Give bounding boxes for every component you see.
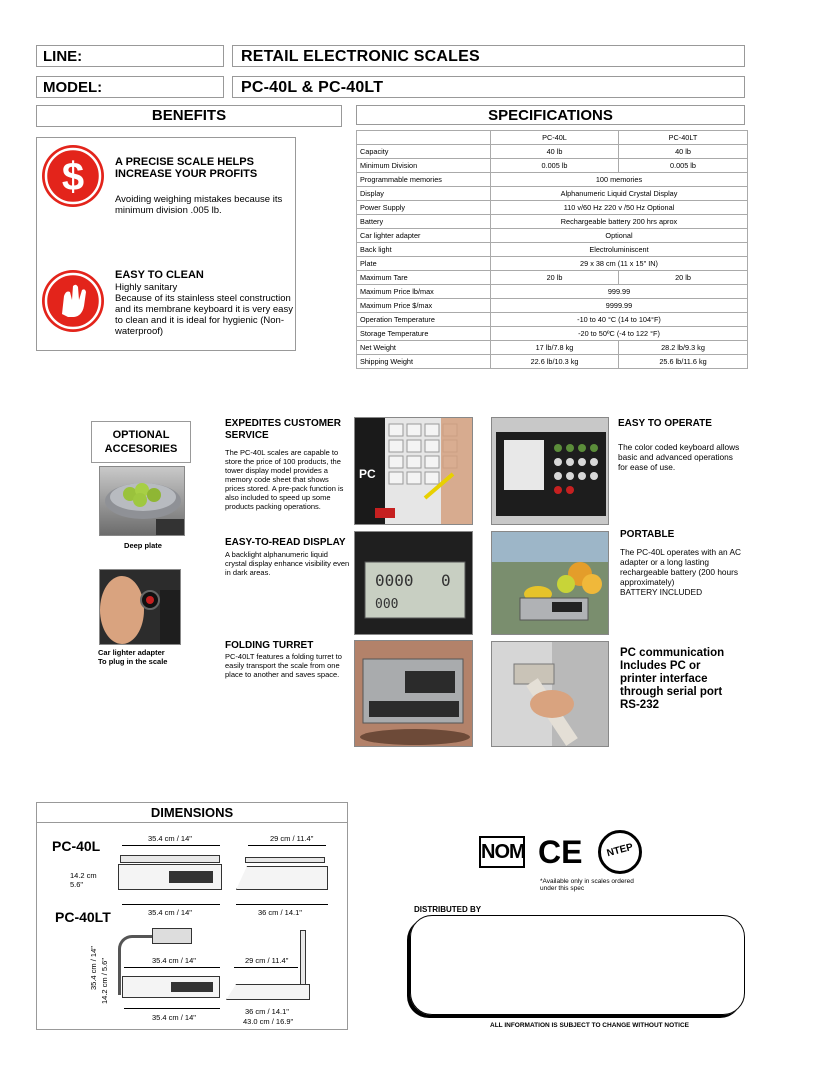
svg-text:0000: 0000 [375, 571, 414, 590]
disclaimer: ALL INFORMATION IS SUBJECT TO CHANGE WITHOUT NOTICE [490, 1022, 689, 1029]
lt-front-body [122, 976, 220, 998]
spec-value: Optional [491, 229, 748, 243]
spec-row [357, 285, 748, 299]
operate-text: The color coded keyboard allows basic and advanced operations for ease of use. [618, 442, 740, 472]
spec-label: Operation Temperature [357, 313, 491, 327]
spec-label: Shipping Weight [357, 355, 491, 369]
dim-line [124, 967, 220, 968]
hand-icon [42, 270, 104, 332]
spec-row [357, 187, 748, 201]
spec-label: Power Supply [357, 201, 491, 215]
dim-line [236, 904, 328, 905]
spec-row [357, 355, 748, 369]
ce-logo: CE [538, 834, 583, 870]
display-title: EASY-TO-READ DISPLAY [225, 537, 346, 548]
operate-title: EASY TO OPERATE [618, 418, 712, 429]
benefit-2-text: Highly sanitary Because of its stainless steel construction and its membrane keyboard it is very easy to clean and it is ideal for hygienic (Non-waterproof) [115, 282, 293, 337]
dim-line [124, 1008, 220, 1009]
turret-title: FOLDING TURRET [225, 640, 314, 651]
l-side-body [236, 866, 328, 890]
spec-value: 9999.99 [491, 299, 748, 313]
specifications-title: SPECIFICATIONS [356, 105, 745, 125]
pc-communication-text: PC communication Includes PC or printer interface through serial port RS-232 [620, 647, 725, 711]
dim-line [234, 967, 298, 968]
spec-value-pc40lt: 25.6 lb/11.6 kg [619, 355, 748, 369]
expedites-title: EXPEDITES CUSTOMER SERVICE [225, 418, 341, 441]
spec-value: -10 to 40 °C (14 to 104°F) [491, 313, 748, 327]
spec-label: Programmable memories [357, 173, 491, 187]
lt-bottom-width-label: 35.4 cm / 14" [152, 1013, 196, 1022]
spec-label: Maximum Price $/max [357, 299, 491, 313]
spec-row [357, 159, 748, 173]
svg-text:0: 0 [441, 571, 451, 590]
spec-table [356, 130, 748, 369]
spec-value: -20 to 50ºC (-4 to 122 °F) [491, 327, 748, 341]
l-height-label: 14.2 cm 5.6" [70, 871, 97, 889]
distributor-box [410, 915, 745, 1015]
spec-value-pc40lt: 40 lb [619, 145, 748, 159]
dimensions-title: DIMENSIONS [37, 803, 347, 823]
spec-row [357, 257, 748, 271]
spec-value: Rechargeable battery 200 hrs aprox [491, 215, 748, 229]
spec-row [357, 145, 748, 159]
benefits-title: BENEFITS [36, 105, 342, 127]
deep-plate-label: Deep plate [124, 541, 162, 550]
keyboard-photo [354, 417, 473, 525]
svg-text:$: $ [61, 155, 85, 199]
spec-value-pc40l: 20 lb [491, 271, 619, 285]
ntep-logo: NTEP [598, 830, 642, 874]
distributed-by-label: DISTRIBUTED BY [414, 905, 482, 914]
spec-value: Alphanumeric Liquid Crystal Display [491, 187, 748, 201]
lt-side-body [226, 984, 310, 1000]
line-label: LINE: [36, 45, 224, 67]
spec-value-pc40l: 40 lb [491, 145, 619, 159]
l-bottom-width-label: 35.4 cm / 14" [148, 908, 192, 917]
spec-label: Minimum Division [357, 159, 491, 173]
portable-text: The PC-40L operates with an AC adapter or a long lasting rechargeable battery (200 hours approximately) BATTERY INCLUDED [620, 547, 741, 597]
spec-row [357, 243, 748, 257]
display-photo [354, 531, 473, 635]
benefit-1-text: Avoiding weighing mistakes because its minimum division .005 lb. [115, 194, 283, 216]
svg-text:PC: PC [359, 467, 376, 481]
spec-row [357, 229, 748, 243]
svg-text:000: 000 [375, 597, 399, 612]
spec-label: Capacity [357, 145, 491, 159]
benefits-panel [36, 137, 296, 351]
portable-photo [491, 531, 609, 635]
spec-label: Display [357, 187, 491, 201]
operate-photo [491, 417, 609, 525]
cert-note: *Available only in scales ordered under this spec [540, 878, 634, 892]
pc40lt-label: PC-40LT [55, 909, 111, 925]
turret-photo [354, 640, 473, 747]
l-side-bottom-label: 36 cm / 14.1" [258, 908, 302, 917]
spec-value: 29 x 38 cm (11 x 15" IN) [491, 257, 748, 271]
spec-label: Net Weight [357, 341, 491, 355]
line-value: RETAIL ELECTRONIC SCALES [232, 45, 745, 67]
pc-photo [491, 641, 609, 747]
spec-value: 999.99 [491, 285, 748, 299]
optional-accessories-title: OPTIONAL ACCESORIES [91, 421, 191, 463]
spec-label: Storage Temperature [357, 327, 491, 341]
l-top-width-label: 35.4 cm / 14" [148, 834, 192, 843]
spec-label: Plate [357, 257, 491, 271]
spec-value-pc40lt: 20 lb [619, 271, 748, 285]
model-label: MODEL: [36, 76, 224, 98]
car-adapter-photo [99, 569, 181, 645]
dim-line [122, 845, 220, 846]
spec-label: Car lighter adapter [357, 229, 491, 243]
turret-text: PC-40LT features a folding turret to easily transport the scale from one place to another and saves space. [225, 652, 342, 679]
lt-tower-display [152, 928, 192, 944]
car-adapter-label: Car lighter adapter To plug in the scale [98, 648, 168, 666]
pc40l-label: PC-40L [52, 838, 101, 854]
dim-line [248, 845, 326, 846]
spec-row [357, 327, 748, 341]
spec-label: Battery [357, 215, 491, 229]
l-front-body [118, 864, 222, 890]
lt-side-total-label: 43.0 cm / 16.9" [243, 1017, 294, 1026]
benefit-2-title: EASY TO CLEAN [115, 269, 204, 281]
spec-value: Electroluminiscent [491, 243, 748, 257]
expedites-text: The PC-40L scales are capable to store the price of 100 products, the tower display model provides a memory code sheet that shows prices stored. A pre-pack function is also included to speed up some products packing operations. [225, 448, 344, 511]
spec-label: Maximum Price lb/max [357, 285, 491, 299]
spec-row [357, 313, 748, 327]
spec-header-row [357, 131, 748, 145]
spec-row [357, 299, 748, 313]
spec-value: 100 memories [491, 173, 748, 187]
dollar-icon [42, 145, 104, 207]
benefit-1-title: A PRECISE SCALE HELPS INCREASE YOUR PROFITS [115, 156, 258, 180]
portable-title: PORTABLE [620, 529, 675, 540]
spec-value-pc40lt: 0.005 lb [619, 159, 748, 173]
lt-height-label: 14.2 cm / 5.6" [100, 957, 109, 1004]
spec-value-pc40lt: 28.2 lb/9.3 kg [619, 341, 748, 355]
spec-value: 110 v/60 Hz 220 v /50 Hz Optional [491, 201, 748, 215]
lt-height-total-label: 35.4 cm / 14" [89, 946, 98, 990]
spec-row [357, 201, 748, 215]
spec-value-pc40l: 17 lb/7.8 kg [491, 341, 619, 355]
spec-value-pc40l: 0.005 lb [491, 159, 619, 173]
deep-plate-photo [99, 466, 185, 536]
lt-side-tower [300, 930, 306, 990]
spec-row [357, 215, 748, 229]
display-text: A backlight alphanumeric liquid crystal display enhance visibility even in dark areas. [225, 550, 350, 577]
lt-side-bottom-label: 36 cm / 14.1" [245, 1007, 289, 1016]
l-side-plate [245, 857, 325, 863]
spec-label: Maximum Tare [357, 271, 491, 285]
l-side-top-label: 29 cm / 11.4" [270, 834, 314, 843]
nom-logo: NOM [479, 836, 525, 868]
spec-row [357, 341, 748, 355]
l-front-plate [120, 855, 220, 863]
lt-top-width-label: 35.4 cm / 14" [152, 956, 196, 965]
model-value: PC-40L & PC-40LT [232, 76, 745, 98]
spec-value-pc40l: 22.6 lb/10.3 kg [491, 355, 619, 369]
spec-label: Back light [357, 243, 491, 257]
spec-header-blank [357, 131, 491, 145]
spec-row [357, 173, 748, 187]
spec-col-1: PC-40L [491, 131, 619, 145]
dim-line [122, 904, 220, 905]
lt-side-top-label: 29 cm / 11.4" [245, 956, 289, 965]
spec-row [357, 271, 748, 285]
spec-col-2: PC-40LT [619, 131, 748, 145]
